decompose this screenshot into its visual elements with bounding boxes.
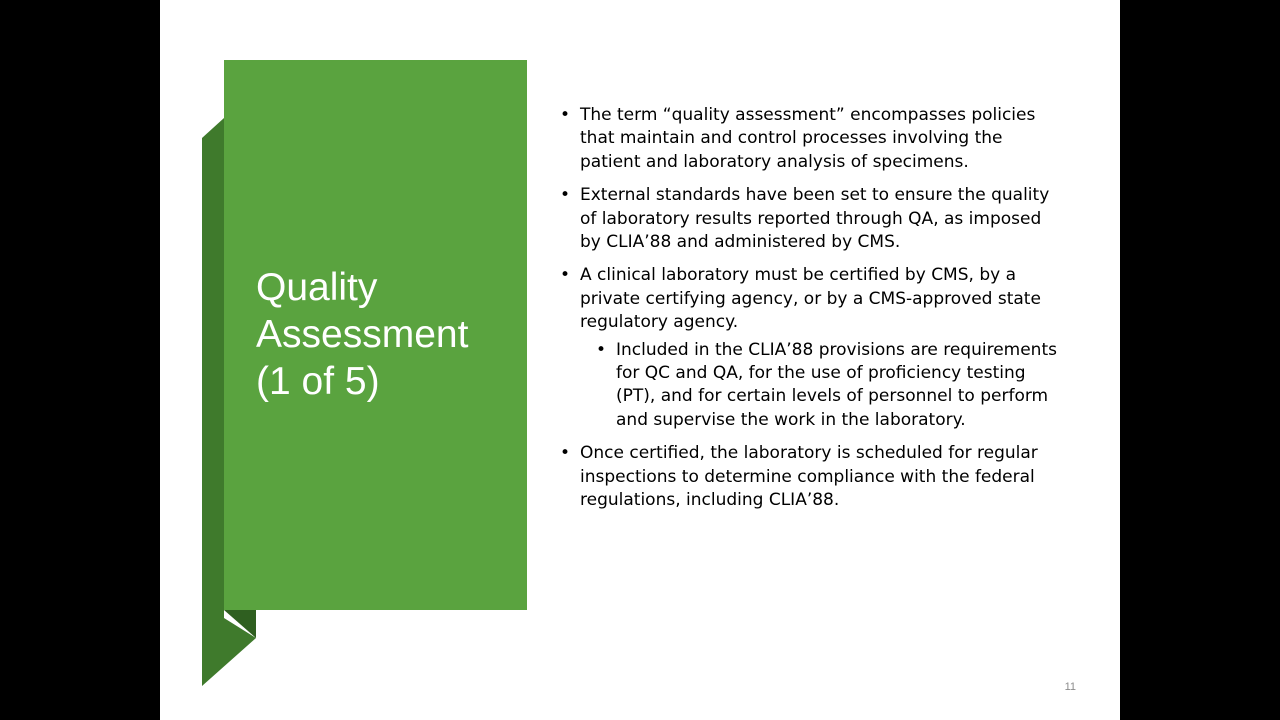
bullet-text: The term “quality assessment” encompasses policies that maintain and control processes involving the patient and laboratory analysis of specimens. xyxy=(580,105,1036,172)
bullet-item xyxy=(560,442,1065,512)
bullet-mark: • xyxy=(560,105,571,125)
sub-bullet-item xyxy=(560,339,1065,433)
bullet-mark: • xyxy=(560,443,571,464)
bullet-text: A clinical laboratory must be certified by CMS, by a private certifying agency, or by a CMS-approved state regulatory agency. xyxy=(580,265,1041,333)
bullet-item xyxy=(560,104,1065,174)
bullet-mark: • xyxy=(560,185,571,206)
slide xyxy=(160,0,1120,720)
bullet-text: Included in the CLIA’88 provisions are requirements for QC and QA, for the use of proficiency testing (PT), and for certain levels of personnel to perform and supervise the work in the laboratory. xyxy=(616,339,1057,430)
title-panel xyxy=(224,60,527,610)
slide-title xyxy=(256,264,516,405)
title-line: Assessment xyxy=(256,313,469,356)
bullet-item xyxy=(560,264,1065,334)
bullet-mark: • xyxy=(560,265,571,286)
bullet-mark: • xyxy=(596,339,607,360)
bullet-text: Once certified, the laboratory is scheduled for regular inspections to determine compliance with the federal regulations, including CLIA’88. xyxy=(580,443,1038,511)
title-line: Quality xyxy=(256,266,378,309)
slide-number: 11 xyxy=(1064,681,1076,693)
title-line: (1 of 5) xyxy=(256,360,380,403)
bullet-text: External standards have been set to ensure the quality of laboratory results reported through QA, as imposed by CLIA’88 and administered by CMS. xyxy=(580,185,1050,253)
bullet-item xyxy=(560,184,1065,254)
bullet-list xyxy=(560,104,1065,523)
